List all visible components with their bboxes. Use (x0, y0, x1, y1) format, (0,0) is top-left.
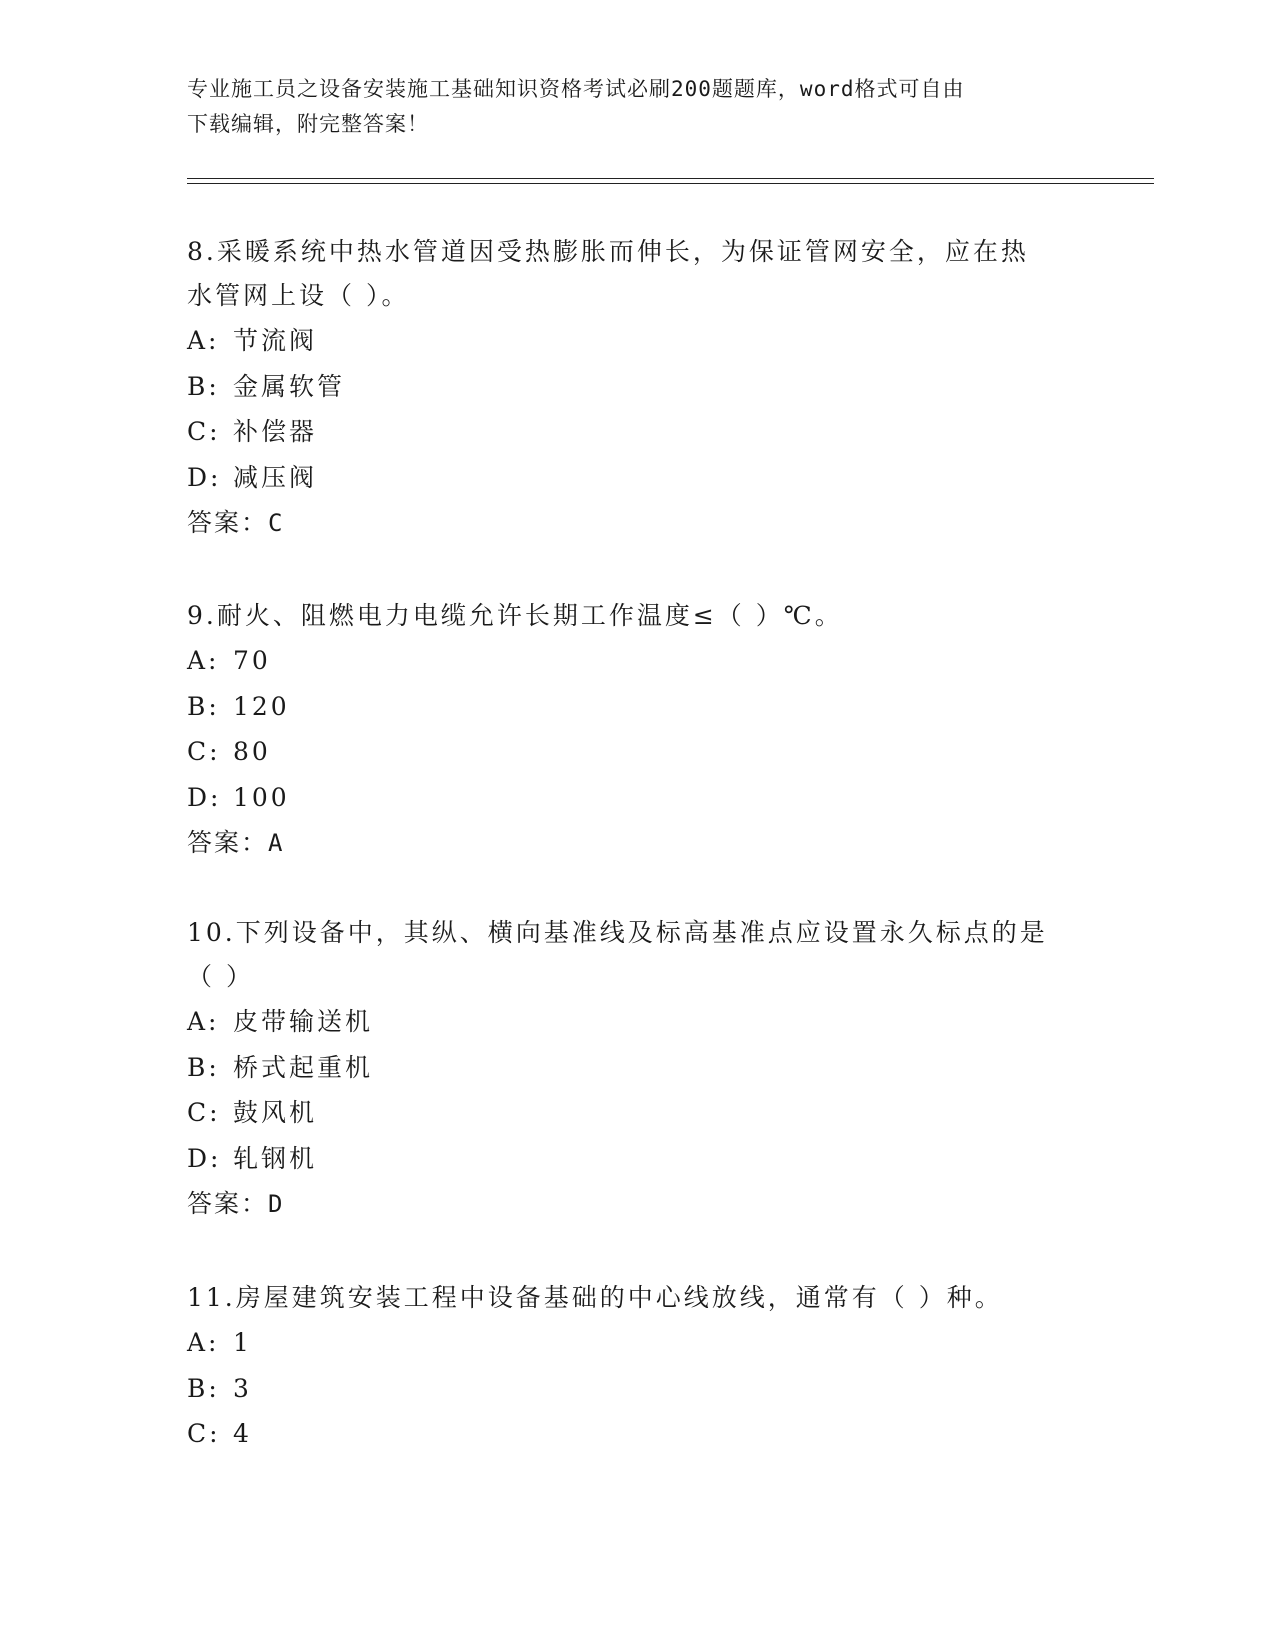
option-letter: A: (187, 646, 220, 675)
question-stem-line-2: （ ） (187, 962, 254, 991)
option-b (187, 1366, 1087, 1412)
question-stem-line-1: 9.耐火、阻燃电力电缆允许长期工作温度≤（ ）℃。 (187, 601, 843, 630)
question-stem-line-1: 11.房屋建筑安装工程中设备基础的中心线放线，通常有（ ）种。 (187, 1283, 1003, 1312)
option-d (187, 1136, 1087, 1182)
option-d (187, 775, 1087, 821)
question-9 (187, 594, 1087, 866)
option-text: 1 (233, 1328, 252, 1357)
option-letter: B: (187, 1052, 220, 1082)
option-letter: C: (187, 417, 221, 446)
option-letter: B: (187, 371, 220, 401)
option-text: 70 (233, 646, 271, 675)
option-a (187, 638, 1087, 684)
option-letter: C: (187, 737, 221, 766)
option-letter: C: (187, 1419, 221, 1448)
option-text: 鼓风机 (233, 1098, 318, 1127)
question-stem (187, 911, 1087, 999)
question-10 (187, 911, 1087, 1227)
answer-value: A (268, 829, 283, 857)
option-letter: D: (187, 782, 222, 812)
option-a (187, 999, 1087, 1045)
question-stem-line-1: 10.下列设备中，其纵、横向基准线及标高基准点应设置永久标点的是 (187, 918, 1048, 947)
option-b (187, 364, 1087, 410)
option-letter: D: (187, 1143, 222, 1173)
option-text: 皮带输送机 (233, 1007, 374, 1036)
header-divider-bottom (187, 183, 1154, 184)
option-text: 节流阀 (233, 326, 318, 355)
option-a (187, 318, 1087, 364)
option-letter: A: (187, 326, 220, 355)
answer-value: D (268, 1190, 283, 1218)
answer (187, 500, 1087, 546)
header-line-2: 下载编辑，附完整答案！ (187, 112, 429, 136)
option-text: 金属软管 (233, 371, 346, 401)
option-text: 3 (233, 1373, 252, 1403)
option-c (187, 729, 1087, 775)
option-text: 补偿器 (233, 417, 318, 446)
question-stem-line-2: 水管网上设（ ）。 (187, 281, 410, 310)
option-c (187, 1411, 1087, 1457)
option-letter: C: (187, 1098, 221, 1127)
option-text: 减压阀 (233, 462, 318, 492)
option-b (187, 1045, 1087, 1091)
option-d (187, 455, 1087, 501)
question-stem (187, 1276, 1087, 1320)
option-text: 轧钢机 (233, 1143, 318, 1173)
option-letter: B: (187, 1373, 220, 1403)
option-text: 4 (233, 1419, 252, 1448)
option-c (187, 1090, 1087, 1136)
question-stem (187, 594, 1087, 638)
option-letter: A: (187, 1007, 220, 1036)
question-8 (187, 230, 1087, 546)
question-stem-line-1: 8.采暖系统中热水管道因受热膨胀而伸长，为保证管网安全，应在热 (187, 237, 1029, 266)
option-text: 120 (233, 691, 290, 721)
header-divider-top (187, 178, 1154, 179)
option-text: 桥式起重机 (233, 1052, 374, 1082)
option-letter: D: (187, 462, 222, 492)
answer-label: 答案： (187, 1189, 269, 1218)
answer (187, 1181, 1087, 1227)
option-b (187, 684, 1087, 730)
option-letter: B: (187, 691, 220, 721)
answer-label: 答案： (187, 508, 269, 537)
option-letter: A: (187, 1328, 220, 1357)
option-c (187, 409, 1087, 455)
answer (187, 820, 1087, 866)
document-header (187, 72, 1087, 142)
question-11 (187, 1276, 1087, 1457)
option-text: 100 (233, 782, 290, 812)
option-a (187, 1320, 1087, 1366)
answer-value: C (268, 509, 283, 537)
answer-label: 答案： (187, 828, 269, 857)
question-stem (187, 230, 1087, 318)
option-text: 80 (233, 737, 271, 766)
header-line-1: 专业施工员之设备安装施工基础知识资格考试必刷200题题库，word格式可自由 (187, 77, 965, 101)
